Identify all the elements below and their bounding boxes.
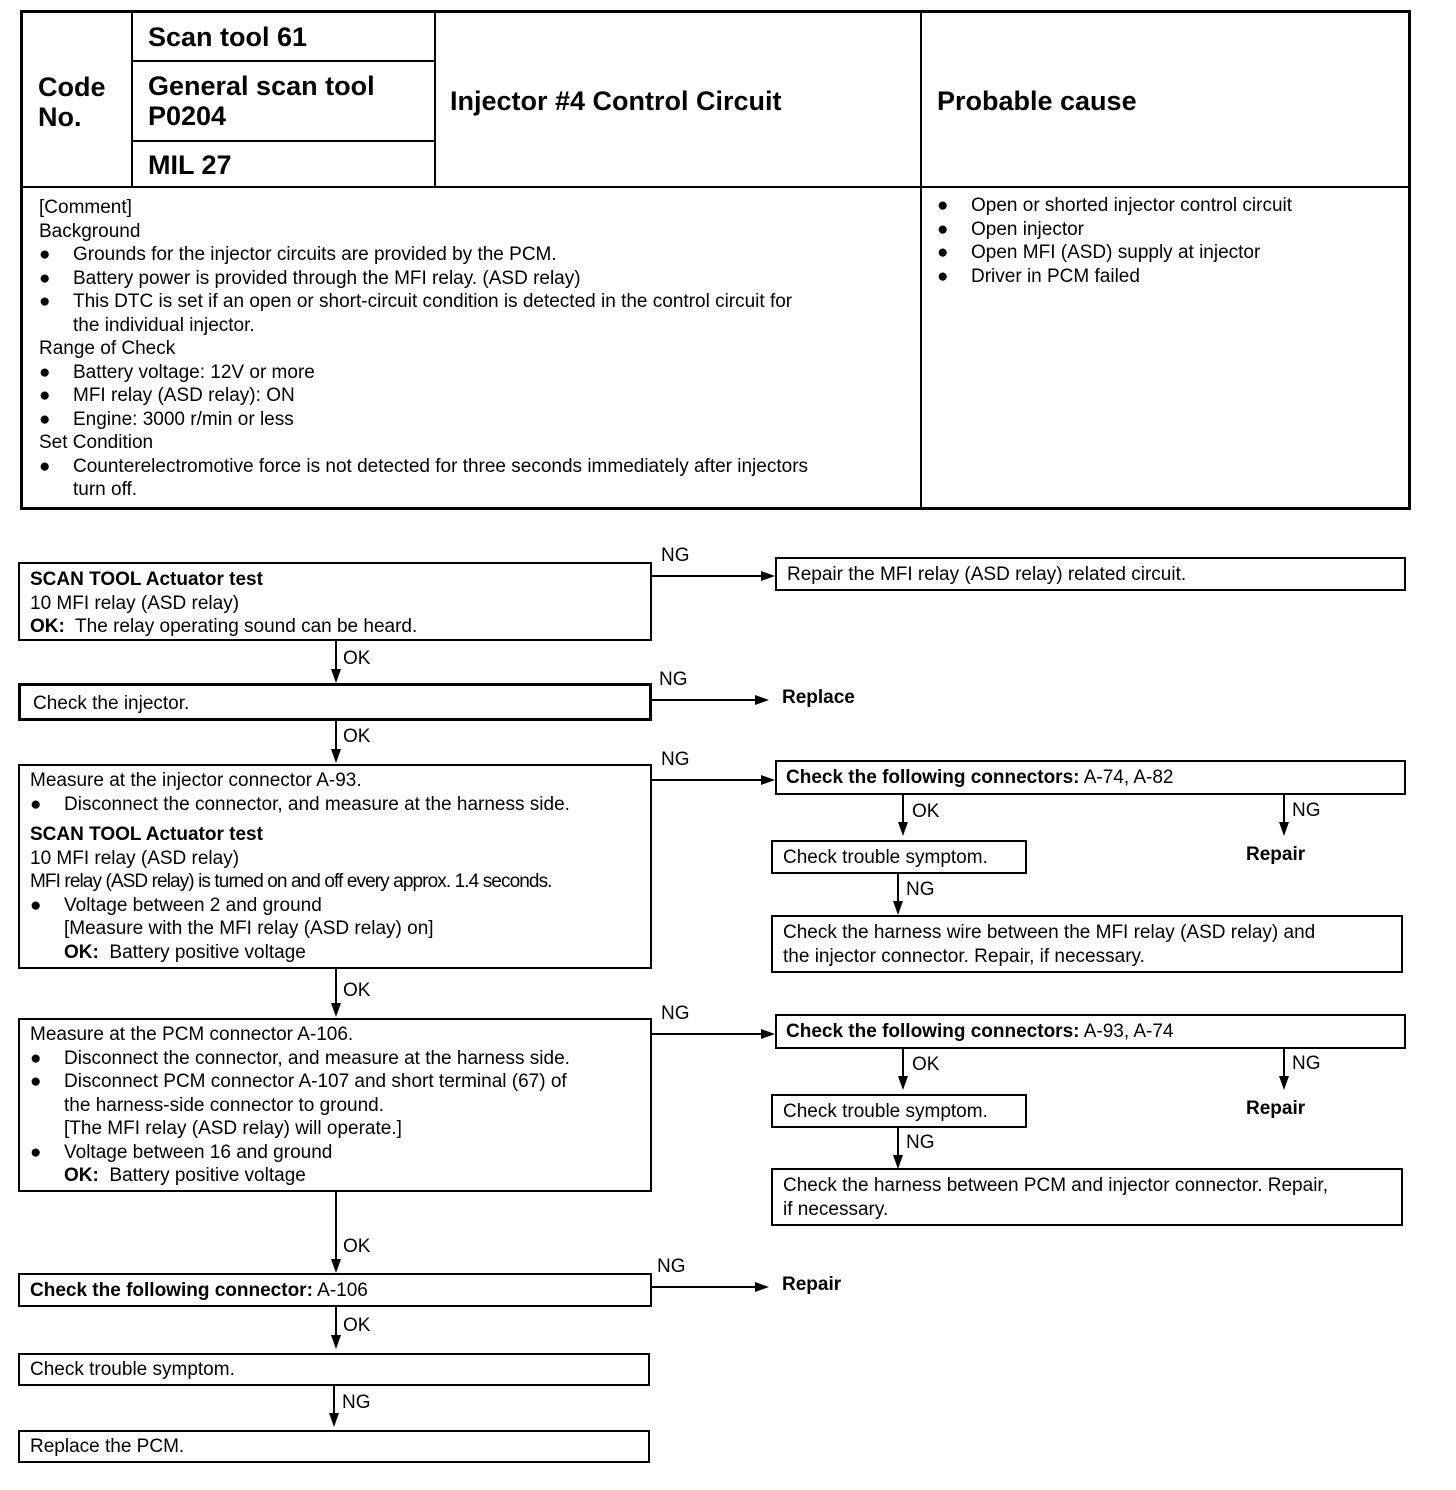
step4-bullet2 bbox=[30, 1070, 570, 1094]
divider bbox=[20, 186, 1411, 188]
bullet-icon: ● bbox=[30, 894, 42, 916]
ok-prefix: OK: bbox=[64, 941, 99, 963]
comment-heading: [Comment] bbox=[39, 197, 132, 218]
set-item-text: Counterelectromotive force is not detected for three seconds immediately after injectors bbox=[73, 455, 809, 477]
probable-cause-item bbox=[937, 194, 1292, 218]
set-item-continuation: turn off. bbox=[73, 479, 138, 500]
step5-ng-text: Repair bbox=[782, 1274, 842, 1295]
harness-line1: Check the harness between PCM and injector connector. Repair, bbox=[783, 1175, 1328, 1196]
connector-line bbox=[335, 969, 337, 1005]
step1-title: SCAN TOOL Actuator test bbox=[30, 569, 263, 590]
step6-box bbox=[18, 1353, 650, 1386]
step1-ng-box bbox=[775, 557, 1406, 591]
ng-label: NG bbox=[906, 879, 935, 900]
symptom-text: Check trouble symptom. bbox=[783, 1101, 988, 1122]
bullet-icon: ● bbox=[937, 265, 949, 287]
ok-prefix: OK: bbox=[30, 616, 65, 637]
step4-ng-connector-box bbox=[775, 1014, 1406, 1049]
background-item bbox=[39, 267, 808, 291]
general-scan-tool-dtc: P0204 bbox=[148, 101, 227, 131]
range-item-text: MFI relay (ASD relay): ON bbox=[73, 385, 295, 406]
step3-content bbox=[30, 769, 570, 964]
divider bbox=[920, 10, 922, 510]
check-bold: Check the following connector: bbox=[30, 1280, 313, 1301]
arrow-right-icon bbox=[761, 571, 775, 581]
ok-label: OK bbox=[343, 1315, 371, 1336]
step4-line1: Measure at the PCM connector A-106. bbox=[30, 1024, 354, 1045]
step5-box bbox=[18, 1273, 652, 1307]
bullet-icon: ● bbox=[937, 242, 949, 263]
code-no-line2: No. bbox=[38, 102, 82, 132]
probable-cause-title: Probable cause bbox=[937, 86, 1137, 116]
general-scan-tool-line1 bbox=[148, 71, 414, 101]
bullet-icon: ● bbox=[937, 218, 949, 240]
step3-ng-connector-box bbox=[775, 760, 1406, 795]
bullet-icon: ● bbox=[39, 291, 51, 312]
arrow-right-icon bbox=[761, 1029, 775, 1039]
connector-line bbox=[1283, 1049, 1285, 1079]
arrow-down-icon bbox=[898, 822, 908, 836]
arrow-down-icon bbox=[331, 749, 341, 763]
check-rest: A-93, A-74 bbox=[1083, 1021, 1174, 1042]
connector-line bbox=[651, 1033, 763, 1035]
harness-line2: if necessary. bbox=[783, 1198, 889, 1220]
check-rest: A-106 bbox=[317, 1280, 368, 1301]
connector-line bbox=[333, 1386, 335, 1416]
probable-cause-item bbox=[937, 265, 1292, 289]
step1-ng-text: Repair the MFI relay (ASD relay) related circuit. bbox=[787, 564, 1187, 585]
range-item-text: Engine: 3000 r/min or less bbox=[73, 408, 294, 430]
step2-box bbox=[18, 683, 652, 721]
scan-tool-code: Scan tool 61 bbox=[148, 22, 308, 52]
step3-line7: [Measure with the MFI relay (ASD relay) on] bbox=[64, 918, 434, 939]
arrow-down-icon bbox=[329, 1413, 339, 1427]
probable-cause-text: Open or shorted injector control circuit bbox=[971, 195, 1293, 216]
step3-line4: 10 MFI relay (ASD relay) bbox=[30, 847, 240, 869]
step2-ng-text: Replace bbox=[782, 687, 855, 708]
page-title: Injector #4 Control Circuit bbox=[450, 86, 782, 116]
divider bbox=[131, 60, 435, 62]
repair-text: Repair bbox=[1246, 1098, 1306, 1119]
harness-text bbox=[783, 1174, 1328, 1221]
step4-line5: [The MFI relay (ASD relay) will operate.] bbox=[64, 1118, 402, 1139]
ng-label: NG bbox=[342, 1392, 371, 1413]
background-item bbox=[39, 290, 808, 314]
bullet-text: Voltage between 16 and ground bbox=[64, 1141, 333, 1163]
step4-ng-check bbox=[786, 1020, 1174, 1044]
arrow-down-icon bbox=[331, 1259, 341, 1273]
ok-label: OK bbox=[343, 726, 371, 747]
ok-text: Battery positive voltage bbox=[109, 1165, 306, 1186]
arrow-down-icon bbox=[893, 901, 903, 915]
connector-line bbox=[335, 1192, 337, 1262]
ok-label: OK bbox=[343, 648, 371, 669]
check-bold: Check the following connectors: bbox=[786, 1021, 1080, 1042]
step7-text: Replace the PCM. bbox=[30, 1436, 185, 1457]
bullet-text: Voltage between 2 and ground bbox=[64, 894, 322, 916]
range-item bbox=[39, 361, 808, 385]
ng-label: NG bbox=[661, 545, 690, 566]
background-item-text: This DTC is set if an open or short-circuit condition is detected in the control circuit for bbox=[73, 291, 793, 312]
arrow-down-icon bbox=[898, 1076, 908, 1090]
step4-line4: the harness-side connector to ground. bbox=[64, 1094, 385, 1116]
step4-ok bbox=[30, 1164, 570, 1188]
ng-label: NG bbox=[906, 1132, 935, 1153]
step1-box bbox=[18, 562, 652, 641]
ok-label: OK bbox=[912, 801, 940, 822]
step3-ok bbox=[30, 941, 570, 965]
step1-content bbox=[30, 568, 417, 639]
bullet-icon: ● bbox=[30, 1071, 42, 1092]
bullet-icon: ● bbox=[39, 455, 51, 477]
probable-cause-item bbox=[937, 218, 1292, 242]
check-rest: A-74, A-82 bbox=[1083, 767, 1174, 788]
background-item-continuation: the individual injector. bbox=[73, 314, 255, 336]
code-no-label bbox=[38, 72, 106, 132]
connector-line bbox=[897, 874, 899, 904]
step3-ng-harness-box bbox=[771, 915, 1403, 973]
bullet-icon: ● bbox=[39, 267, 51, 289]
step7-box bbox=[18, 1430, 650, 1463]
bullet-icon: ● bbox=[39, 408, 51, 430]
divider bbox=[434, 10, 436, 187]
bullet-icon: ● bbox=[39, 244, 51, 265]
ok-label: OK bbox=[343, 1236, 371, 1257]
range-item bbox=[39, 408, 808, 432]
arrow-down-icon bbox=[1279, 1076, 1289, 1090]
mil-code: MIL 27 bbox=[148, 150, 232, 180]
ng-label: NG bbox=[1292, 1053, 1321, 1074]
connector-line bbox=[651, 779, 763, 781]
background-item bbox=[39, 243, 808, 267]
probable-cause-text: Open MFI (ASD) supply at injector bbox=[971, 242, 1261, 263]
probable-cause-list bbox=[937, 194, 1292, 288]
ok-label: OK bbox=[912, 1054, 940, 1075]
bullet-icon: ● bbox=[30, 1141, 42, 1163]
step3-ng-symptom-box bbox=[771, 840, 1027, 874]
probable-cause-text: Driver in PCM failed bbox=[971, 265, 1140, 287]
background-title: Background bbox=[39, 220, 141, 242]
step3-line1: Measure at the injector connector A-93. bbox=[30, 770, 362, 791]
bullet-text: Disconnect the connector, and measure at the harness side. bbox=[64, 793, 570, 815]
connector-line bbox=[651, 575, 763, 577]
step4-bullet3 bbox=[30, 1141, 570, 1165]
step3-title: SCAN TOOL Actuator test bbox=[30, 824, 263, 845]
step6-text: Check trouble symptom. bbox=[30, 1359, 235, 1380]
bullet-icon: ● bbox=[30, 1047, 42, 1069]
step1-ok bbox=[30, 615, 417, 639]
step5-content bbox=[30, 1279, 368, 1303]
bullet-text: Disconnect PCM connector A-107 and short terminal (67) of bbox=[64, 1071, 567, 1092]
code-no-line1: Code bbox=[38, 72, 106, 102]
arrow-down-icon bbox=[893, 1155, 903, 1169]
ng-label: NG bbox=[1292, 800, 1321, 821]
step3-line5: MFI relay (ASD relay) is turned on and off every approx. 1.4 seconds. bbox=[30, 871, 552, 892]
connector-line bbox=[651, 1286, 757, 1288]
ok-prefix: OK: bbox=[64, 1165, 99, 1186]
ng-label: NG bbox=[659, 669, 688, 690]
arrow-down-icon bbox=[331, 669, 341, 683]
set-condition-title: Set Condition bbox=[39, 432, 154, 453]
connector-line bbox=[651, 699, 757, 701]
divider bbox=[131, 140, 435, 142]
set-item bbox=[39, 455, 808, 479]
step4-bullet1 bbox=[30, 1047, 570, 1071]
ok-text: Battery positive voltage bbox=[109, 941, 306, 963]
harness-text bbox=[783, 921, 1315, 968]
arrow-right-icon bbox=[755, 695, 769, 705]
ng-label: NG bbox=[657, 1256, 686, 1277]
connector-line bbox=[1283, 795, 1285, 825]
connector-line bbox=[902, 795, 904, 825]
step3-bullet1 bbox=[30, 793, 570, 817]
arrow-down-icon bbox=[331, 1003, 341, 1017]
step3-box bbox=[18, 764, 652, 969]
background-item-text: Grounds for the injector circuits are provided by the PCM. bbox=[73, 244, 557, 265]
step2-text: Check the injector. bbox=[33, 693, 190, 714]
step1-line2: 10 MFI relay (ASD relay) bbox=[30, 592, 240, 614]
repair-text: Repair bbox=[1246, 844, 1306, 865]
bullet-icon: ● bbox=[937, 195, 949, 216]
step4-content bbox=[30, 1023, 570, 1188]
arrow-down-icon bbox=[331, 1335, 341, 1349]
step4-ng-symptom-box bbox=[771, 1094, 1027, 1128]
general-scan-tool-code bbox=[148, 71, 414, 131]
ng-label: NG bbox=[661, 1003, 690, 1024]
step4-ng-harness-box bbox=[771, 1168, 1403, 1226]
connector-line bbox=[335, 721, 337, 751]
arrow-right-icon bbox=[761, 775, 775, 785]
probable-cause-text: Open injector bbox=[971, 218, 1085, 240]
divider bbox=[131, 10, 133, 187]
arrow-right-icon bbox=[755, 1282, 769, 1292]
bullet-icon: ● bbox=[39, 385, 51, 406]
step4-box bbox=[18, 1018, 652, 1192]
symptom-text: Check trouble symptom. bbox=[783, 847, 988, 868]
range-item-text: Battery voltage: 12V or more bbox=[73, 361, 315, 383]
bullet-text: Disconnect the connector, and measure at the harness side. bbox=[64, 1047, 570, 1069]
connector-line bbox=[902, 1049, 904, 1079]
ng-label: NG bbox=[661, 749, 690, 770]
harness-line2: the injector connector. Repair, if necessary. bbox=[783, 945, 1145, 967]
bullet-icon: ● bbox=[39, 361, 51, 383]
bullet-icon: ● bbox=[30, 793, 42, 815]
ok-text: The relay operating sound can be heard. bbox=[75, 616, 418, 637]
arrow-down-icon bbox=[1279, 822, 1289, 836]
probable-cause-item bbox=[937, 241, 1292, 265]
step3-ng-check bbox=[786, 766, 1174, 790]
background-item-text: Battery power is provided through the MFI relay. (ASD relay) bbox=[73, 267, 581, 289]
connector-line bbox=[897, 1128, 899, 1158]
range-item bbox=[39, 384, 808, 408]
connector-line bbox=[335, 1307, 337, 1337]
harness-line1: Check the harness wire between the MFI relay (ASD relay) and bbox=[783, 922, 1316, 943]
ok-label: OK bbox=[343, 980, 371, 1001]
general-scan-tool-text: General scan tool bbox=[148, 71, 375, 101]
comment-block bbox=[39, 196, 808, 502]
step3-bullet2 bbox=[30, 894, 570, 918]
range-title: Range of Check bbox=[39, 338, 176, 359]
check-bold: Check the following connectors: bbox=[786, 767, 1080, 788]
